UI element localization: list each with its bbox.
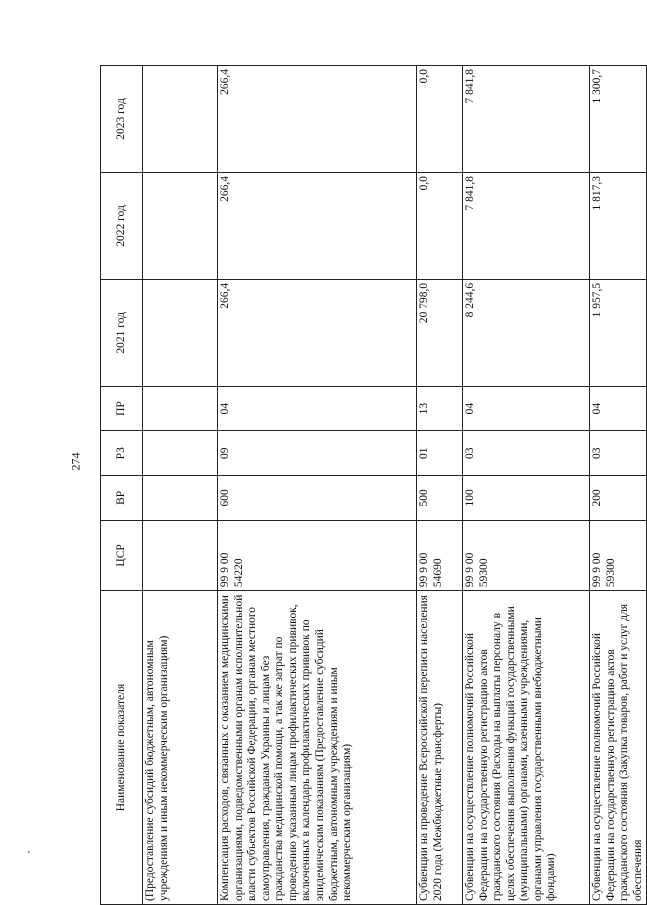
header-vr: ВР xyxy=(101,476,143,521)
row-rz: 03 xyxy=(463,431,590,476)
row-vr: 600 xyxy=(218,476,417,521)
row-2021: 20 798,0 xyxy=(417,279,463,386)
table-row xyxy=(590,66,647,905)
row-vr xyxy=(143,476,218,521)
row-rz xyxy=(143,431,218,476)
row-2021: 8 244,6 xyxy=(463,279,590,386)
header-rz: РЗ xyxy=(101,431,143,476)
row-rz: 03 xyxy=(590,431,647,476)
row-pr: 04 xyxy=(463,386,590,431)
row-csr xyxy=(143,520,218,590)
row-csr: 99 9 00 54220 xyxy=(218,520,417,590)
table-row xyxy=(143,66,218,905)
row-pr: 04 xyxy=(590,386,647,431)
header-2021: 2021 год xyxy=(101,279,143,386)
row-2022: 1 817,3 xyxy=(590,172,647,279)
row-2023: 7 841,8 xyxy=(463,66,590,173)
row-2022: 7 841,8 xyxy=(463,172,590,279)
row-name: (Предоставление субсидий бюджетным, автономным учреждениям и иным некоммерческим организациям) xyxy=(143,591,218,905)
header-2022: 2022 год xyxy=(101,172,143,279)
header-csr: ЦСР xyxy=(101,520,143,590)
row-csr: 99 9 00 59300 xyxy=(590,520,647,590)
table-row xyxy=(463,66,590,905)
row-name: Субвенции на осуществление полномочий Российской Федерации на государственную регистрацию актов гражданского состояния (Закупка товаров, работ и услуг для обеспечения xyxy=(590,591,647,905)
header-pr: ПР xyxy=(101,386,143,431)
row-name: Субвенции на осуществление полномочий Российской Федерации на государственную регистрацию актов гражданского состояния (Расходы на выплаты персоналу в целях обеспечения выполнения функций государственными (муниципальными) органами, казенными учреждениями, органами управления государственными внебюджетными фондами) xyxy=(463,591,590,905)
header-2023: 2023 год xyxy=(101,66,143,173)
row-rz: 01 xyxy=(417,431,463,476)
row-name: Компенсация расходов, связанных с оказанием медицинскими организациями, подведомственными органам исполнительной власти субъектов Российской Федерации, органам местного самоуправления, гражданам Украины и лицам без гражданства медицинской помощи, а так же затрат по проведению указанным лицам профилактических прививок, включенных в календарь профилактических прививок по эпидемическим показаниям (Предоставление субсидий бюджетным, автономным учреждениям и иным некоммерческим организациям) xyxy=(218,591,417,905)
budget-table xyxy=(100,65,647,905)
row-2023: 0,0 xyxy=(417,66,463,173)
row-2023: 266,4 xyxy=(218,66,417,173)
row-csr: 99 9 00 54690 xyxy=(417,520,463,590)
page-number: 274 xyxy=(68,452,83,470)
table-row xyxy=(218,66,417,905)
row-vr: 500 xyxy=(417,476,463,521)
row-pr xyxy=(143,386,218,431)
row-2022: 0,0 xyxy=(417,172,463,279)
row-2021 xyxy=(143,279,218,386)
row-2023 xyxy=(143,66,218,173)
header-name: Наименование показателя xyxy=(101,591,143,905)
row-vr: 200 xyxy=(590,476,647,521)
row-pr: 04 xyxy=(218,386,417,431)
row-2022: 266,4 xyxy=(218,172,417,279)
row-2022 xyxy=(143,172,218,279)
row-2021: 1 957,5 xyxy=(590,279,647,386)
row-2021: 266,4 xyxy=(218,279,417,386)
margin-mark: ' xyxy=(28,850,30,861)
row-vr: 100 xyxy=(463,476,590,521)
row-rz: 09 xyxy=(218,431,417,476)
table-row xyxy=(417,66,463,905)
budget-table-container xyxy=(100,65,644,905)
row-name: Субвенции на проведение Всероссийской переписи населения 2020 года (Межбюджетные трансферты) xyxy=(417,591,463,905)
row-csr: 99 9 00 59300 xyxy=(463,520,590,590)
row-pr: 13 xyxy=(417,386,463,431)
row-2023: 1 300,7 xyxy=(590,66,647,173)
table-header-row xyxy=(101,66,143,905)
